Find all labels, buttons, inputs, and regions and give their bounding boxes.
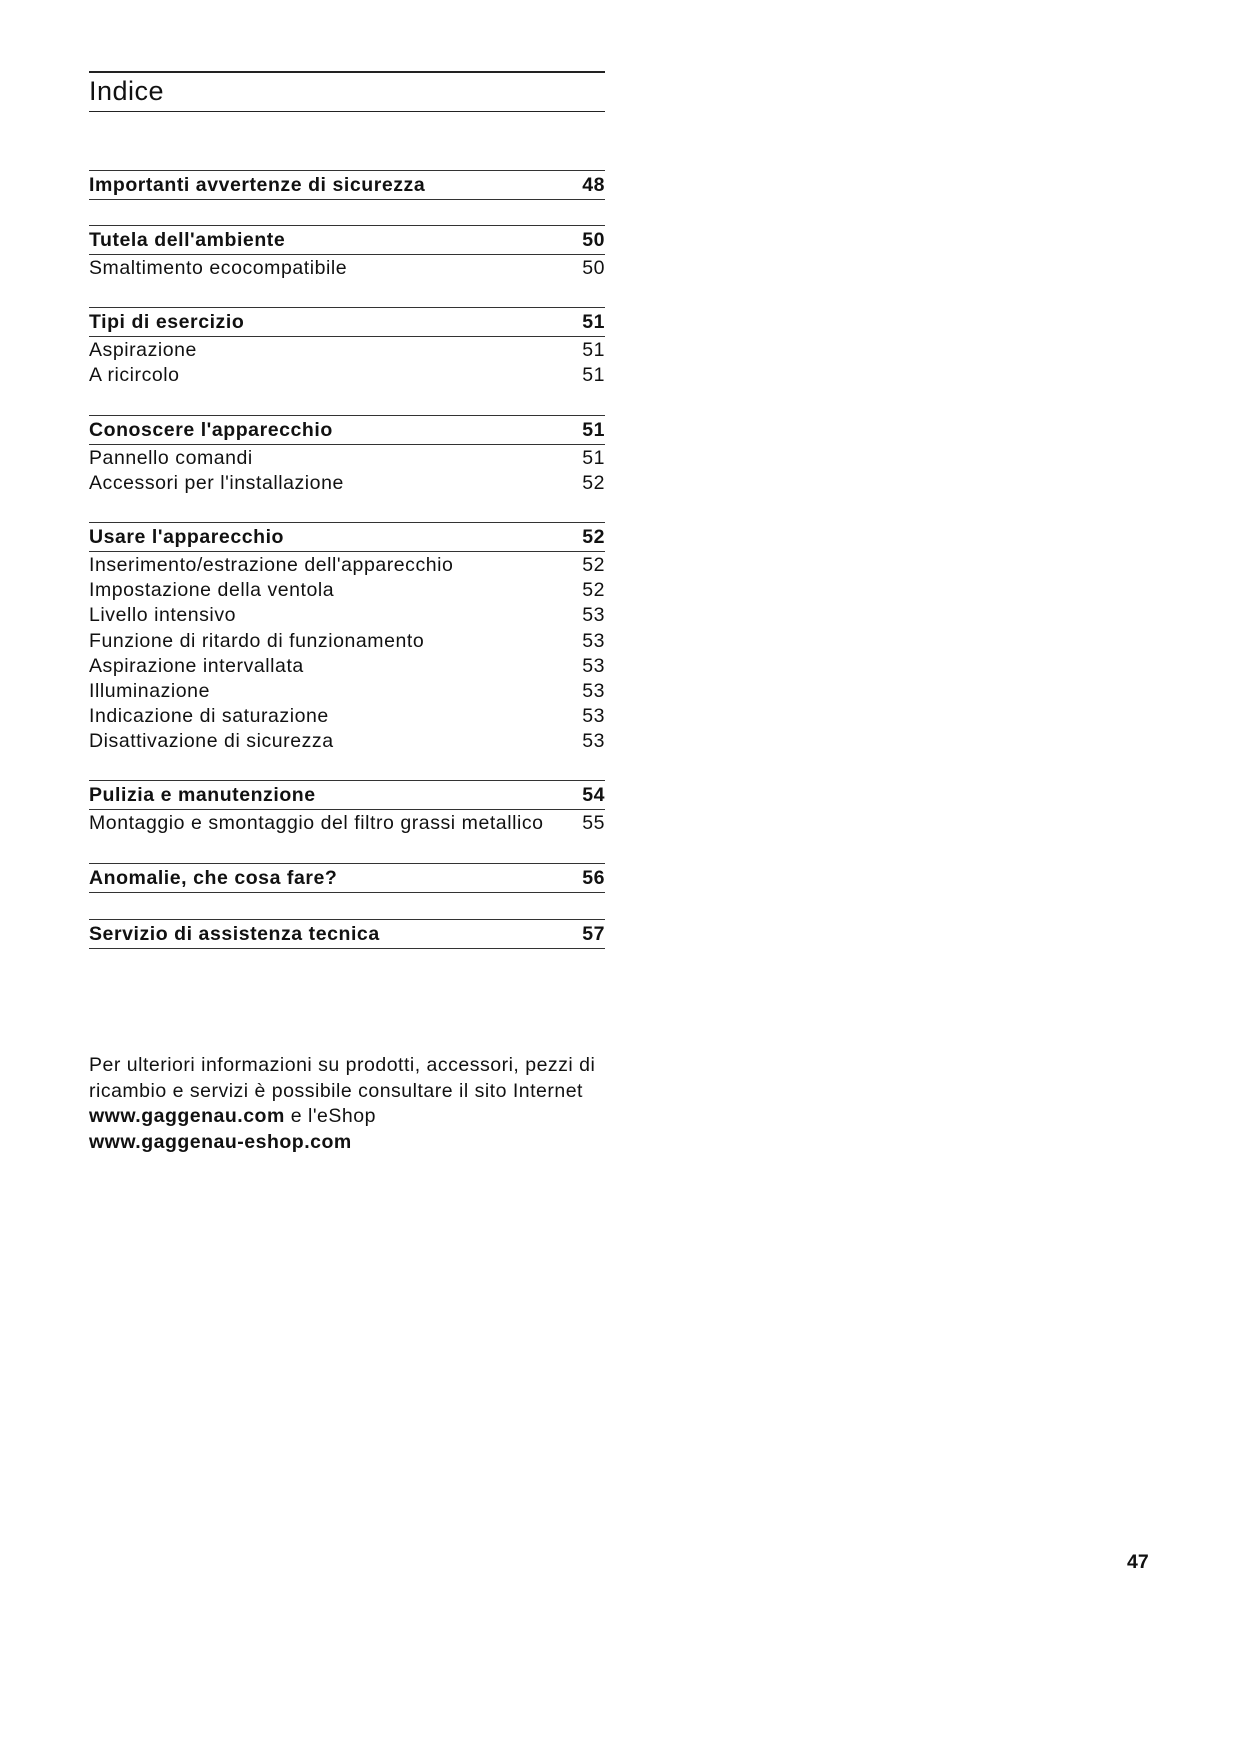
- toc-section-page: 51: [582, 418, 605, 441]
- toc-section-page: 50: [582, 229, 605, 251]
- toc-entry-page: 53: [582, 629, 605, 652]
- toc-entry-page: 51: [582, 446, 605, 469]
- toc-entry-page: 53: [582, 679, 605, 702]
- toc-section-heading[interactable]: [89, 522, 605, 552]
- toc-entry-page: 50: [582, 257, 605, 279]
- toc-entry-label: Illuminazione: [89, 679, 210, 702]
- toc-section-heading[interactable]: [89, 919, 605, 949]
- toc-entry[interactable]: [89, 679, 605, 704]
- toc-subsection-list: [89, 255, 605, 281]
- toc-entry-page: 51: [582, 339, 605, 362]
- toc-entry-page: 53: [582, 604, 605, 627]
- toc-section-heading[interactable]: [89, 307, 605, 337]
- toc-section-title: Tipi di esercizio: [89, 311, 245, 334]
- toc-entry-page: 53: [582, 730, 605, 753]
- page-title-block: [89, 71, 605, 112]
- footer-text-intro: Per ulteriori informazioni su prodotti, accessori, pezzi di ricambio e servizi è possibile consultare il sito Internet: [89, 1054, 596, 1102]
- toc-section-title: Conoscere l'apparecchio: [89, 418, 333, 441]
- toc-entry-label: Indicazione di saturazione: [89, 705, 329, 728]
- toc-entry[interactable]: [89, 553, 605, 578]
- toc-entry-label: Inserimento/estrazione dell'apparecchio: [89, 553, 454, 576]
- toc-section: [89, 522, 605, 755]
- toc-section-title: Usare l'apparecchio: [89, 525, 285, 548]
- toc-entry-label: Livello intensivo: [89, 604, 237, 627]
- page-title: Indice: [89, 76, 165, 106]
- toc-section-title: Tutela dell'ambiente: [89, 229, 286, 251]
- toc-entry-label: Funzione di ritardo di funzionamento: [89, 629, 425, 652]
- toc-entry[interactable]: [89, 578, 605, 603]
- toc-section: [89, 415, 605, 496]
- toc-section-page: 54: [582, 784, 605, 807]
- toc-entry-page: 55: [582, 812, 605, 835]
- toc-entry-label: Montaggio e smontaggio del filtro grassi metallico: [89, 812, 544, 835]
- toc-section-heading[interactable]: [89, 170, 605, 200]
- toc-section-heading[interactable]: [89, 863, 605, 893]
- toc-section-title: Importanti avvertenze di sicurezza: [89, 174, 426, 196]
- toc-section: [89, 170, 605, 200]
- toc-entry-label: Disattivazione di sicurezza: [89, 730, 334, 753]
- footer-text: [89, 1053, 629, 1155]
- toc-section-page: 51: [582, 311, 605, 334]
- toc-entry-label: Aspirazione: [89, 339, 197, 362]
- toc-entry[interactable]: [89, 256, 605, 281]
- toc-entry-label: Aspirazione intervallata: [89, 654, 304, 677]
- toc-section-heading[interactable]: [89, 225, 605, 255]
- toc-section-page: 48: [582, 174, 605, 196]
- toc-entry[interactable]: [89, 446, 605, 471]
- toc-entry-label: Smaltimento ecocompatibile: [89, 257, 348, 279]
- page-number: 47: [1127, 1551, 1149, 1573]
- toc-section-title: Anomalie, che cosa fare?: [89, 866, 338, 889]
- toc-subsection-list: [89, 337, 605, 388]
- toc-subsection-list: [89, 552, 605, 755]
- toc-entry-page: 53: [582, 705, 605, 728]
- toc-entry-page: 52: [582, 579, 605, 602]
- toc-section: [89, 919, 605, 949]
- toc-section-title: Pulizia e manutenzione: [89, 784, 316, 807]
- eshop-link[interactable]: www.gaggenau-eshop.com: [89, 1130, 352, 1153]
- toc-entry[interactable]: [89, 729, 605, 754]
- toc-entry[interactable]: [89, 603, 605, 628]
- toc-entry-page: 53: [582, 654, 605, 677]
- toc-entry-page: 51: [582, 364, 605, 387]
- toc-entry[interactable]: [89, 811, 605, 836]
- toc-entry-label: A ricircolo: [89, 364, 180, 387]
- toc-entry-label: Impostazione della ventola: [89, 579, 335, 602]
- toc-section-page: 56: [582, 866, 605, 889]
- toc-section-page: 52: [582, 525, 605, 548]
- toc-entry[interactable]: [89, 629, 605, 654]
- toc-entry-page: 52: [582, 471, 605, 494]
- toc-entry-page: 52: [582, 553, 605, 576]
- table-of-contents: [89, 170, 605, 975]
- toc-entry-label: Accessori per l'installazione: [89, 471, 344, 494]
- toc-subsection-list: [89, 445, 605, 496]
- toc-section-heading[interactable]: [89, 415, 605, 445]
- toc-section-title: Servizio di assistenza tecnica: [89, 922, 380, 945]
- footer-text-eshop: e l'eShop: [290, 1105, 376, 1127]
- toc-section: [89, 225, 605, 281]
- toc-section-heading[interactable]: [89, 780, 605, 810]
- toc-entry[interactable]: [89, 363, 605, 388]
- toc-section: [89, 307, 605, 388]
- toc-entry[interactable]: [89, 338, 605, 363]
- toc-entry[interactable]: [89, 654, 605, 679]
- toc-entry-label: Pannello comandi: [89, 446, 253, 469]
- toc-section: [89, 863, 605, 893]
- toc-section-page: 57: [582, 922, 605, 945]
- toc-subsection-list: [89, 810, 605, 836]
- toc-entry[interactable]: [89, 471, 605, 496]
- website-link[interactable]: www.gaggenau.com: [89, 1105, 285, 1127]
- toc-section: [89, 780, 605, 836]
- toc-entry[interactable]: [89, 704, 605, 729]
